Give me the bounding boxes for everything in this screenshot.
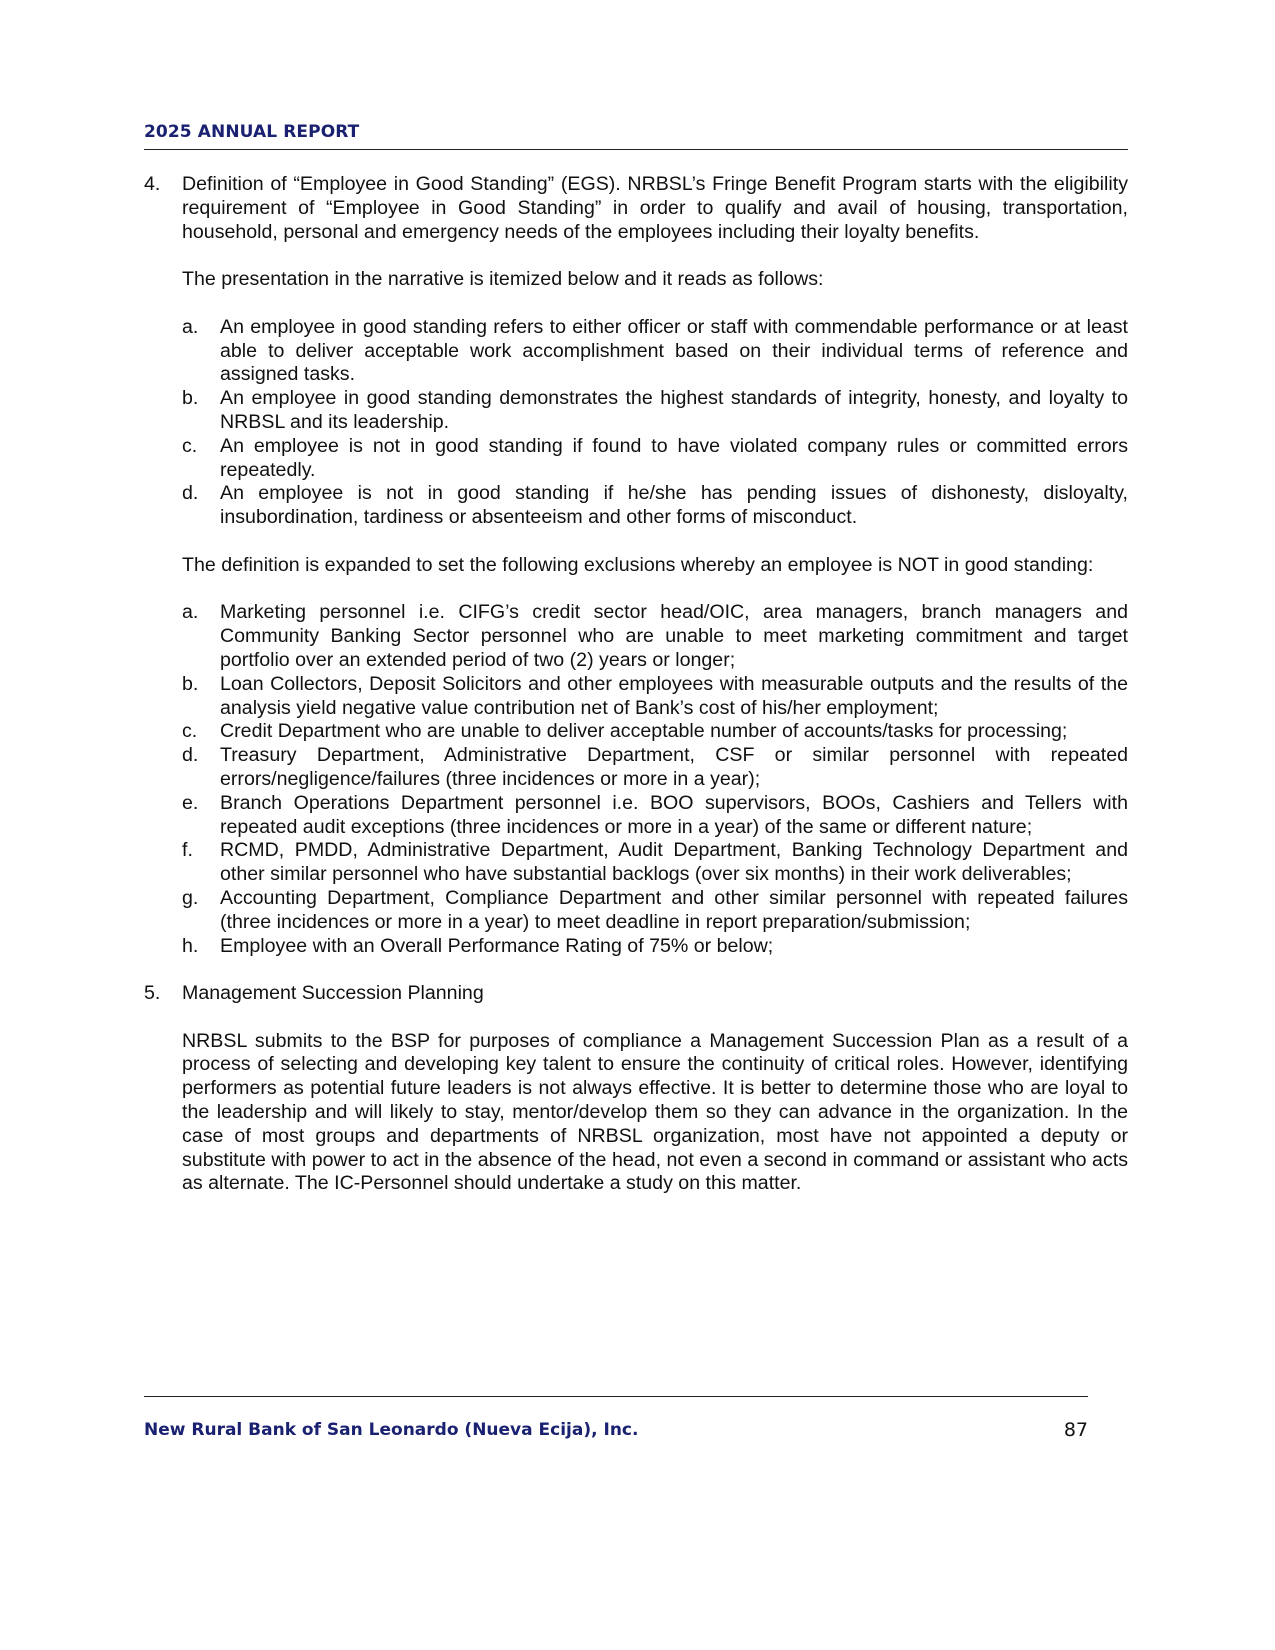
- list-item: [182, 792, 1128, 840]
- list-item-text: Branch Operations Department personnel i.e. BOO supervisors, BOOs, Cashiers and Tellers with repeated audit exceptions (three incidences or more in a year) of the same or different nature;: [220, 791, 1128, 838]
- list-item-text: An employee is not in good standing if found to have violated company rules or committed errors repeatedly.: [220, 434, 1128, 481]
- list-item-text: Treasury Department, Administrative Department, CSF or similar personnel with repeated errors/negligence/failures (three incidences or more in a year);: [220, 744, 1128, 790]
- list-item: [182, 482, 1128, 530]
- section-5-title: Management Succession Planning: [182, 982, 484, 1005]
- list-item-text: An employee is not in good standing if he/she has pending issues of dishonesty, disloyalty, insubordination, tardiness or absenteeism and other forms of misconduct.: [220, 482, 1128, 529]
- list-item-letter: c.: [182, 434, 198, 457]
- exclusions-list: [182, 601, 1128, 958]
- list-item-letter: f.: [182, 839, 193, 862]
- list-item: [182, 887, 1128, 935]
- list-item-text: An employee in good standing demonstrates the highest standards of integrity, honesty, and loyalty to NRBSL and its leadership.: [220, 387, 1128, 433]
- list-item-text: RCMD, PMDD, Administrative Department, Audit Department, Banking Technology Department and other similar personnel who have substantial backlogs (over six months) in their work deliverables;: [220, 839, 1128, 886]
- list-item-text: Marketing personnel i.e. CIFG’s credit sector head/OIC, area managers, branch managers and Community Banking Sector personnel who are unable to meet marketing commitment and target portfolio over an extended period of two (2) years or longer;: [220, 601, 1128, 671]
- list-item-letter: g.: [182, 886, 199, 909]
- list-item-letter: b.: [182, 672, 199, 695]
- list-item-letter: d.: [182, 482, 199, 505]
- list-item: [182, 316, 1128, 387]
- page-header: [144, 122, 1128, 142]
- list-item: [182, 935, 1128, 959]
- section-5: [144, 982, 1128, 1196]
- list-item-text: Loan Collectors, Deposit Solicitors and other employees with measurable outputs and the results of the analysis yield negative value contribution net of Bank’s cost of his/her employment;: [220, 672, 1128, 719]
- list-item-letter: b.: [182, 387, 199, 410]
- section-number: 4.: [144, 173, 161, 195]
- list-item: [182, 720, 1128, 744]
- list-item-text: Employee with an Overall Performance Rating of 75% or below;: [220, 934, 774, 957]
- list-item-text: Accounting Department, Compliance Department and other similar personnel with repeated failures (three incidences or more in a year) to meet deadline in report preparation/submission;: [220, 886, 1128, 933]
- list-item-letter: c.: [182, 720, 198, 743]
- list-item-letter: d.: [182, 744, 199, 767]
- section-number: 5.: [144, 982, 161, 1005]
- section-4-intro: Definition of “Employee in Good Standing” (EGS). NRBSL’s Fringe Benefit Program starts with the eligibility requirement of “Employee in Good Standing” in order to qualify and avail of housing, transportation, household, personal and emergency needs of the employees including their loyalty benefits.: [182, 173, 1128, 243]
- narrative-intro: The presentation in the narrative is itemized below and it reads as follows:: [182, 268, 824, 291]
- list-item: [182, 435, 1128, 483]
- list-item: [182, 601, 1128, 672]
- list-item-letter: a.: [182, 315, 199, 338]
- section-5-body: NRBSL submits to the BSP for purposes of compliance a Management Succession Plan as a result of a process of selecting and developing key talent to ensure the continuity of critical roles. However, identifying performers as potential future leaders is not always effective. It is better to determine those who are loyal to the leadership and will likely to stay, mentor/develop them so they can advance in the organization. In the case of most groups and departments of NRBSL organization, most have not appointed a deputy or substitute with power to act in the absence of the head, not even a second in command or assistant who acts as alternate. The IC-Personnel should undertake a study on this matter.: [182, 1029, 1128, 1195]
- list-item: [182, 839, 1128, 887]
- report-title: 2025 ANNUAL REPORT: [144, 122, 360, 142]
- list-item-letter: a.: [182, 601, 199, 624]
- document-body: [144, 173, 1128, 1196]
- footer-divider: [144, 1396, 1088, 1397]
- list-item-letter: e.: [182, 791, 199, 814]
- list-item-letter: h.: [182, 934, 199, 957]
- page-footer: [144, 1419, 1088, 1445]
- page-number: 87: [1063, 1419, 1088, 1441]
- list-item: [182, 744, 1128, 792]
- list-item-text: Credit Department who are unable to deliver acceptable number of accounts/tasks for processing;: [220, 720, 1068, 743]
- list-item: [182, 673, 1128, 721]
- section-4: [144, 173, 1128, 958]
- header-divider: [144, 149, 1128, 150]
- exclusions-intro: The definition is expanded to set the following exclusions whereby an employee is NOT in good standing:: [182, 553, 1094, 576]
- list-item-text: An employee in good standing refers to either officer or staff with commendable performance or at least able to deliver acceptable work accomplishment based on their individual terms of reference and assigned tasks.: [220, 315, 1128, 386]
- bank-name: New Rural Bank of San Leonardo (Nueva Ecija), Inc.: [144, 1420, 639, 1440]
- narrative-list: [182, 316, 1128, 530]
- list-item: [182, 387, 1128, 435]
